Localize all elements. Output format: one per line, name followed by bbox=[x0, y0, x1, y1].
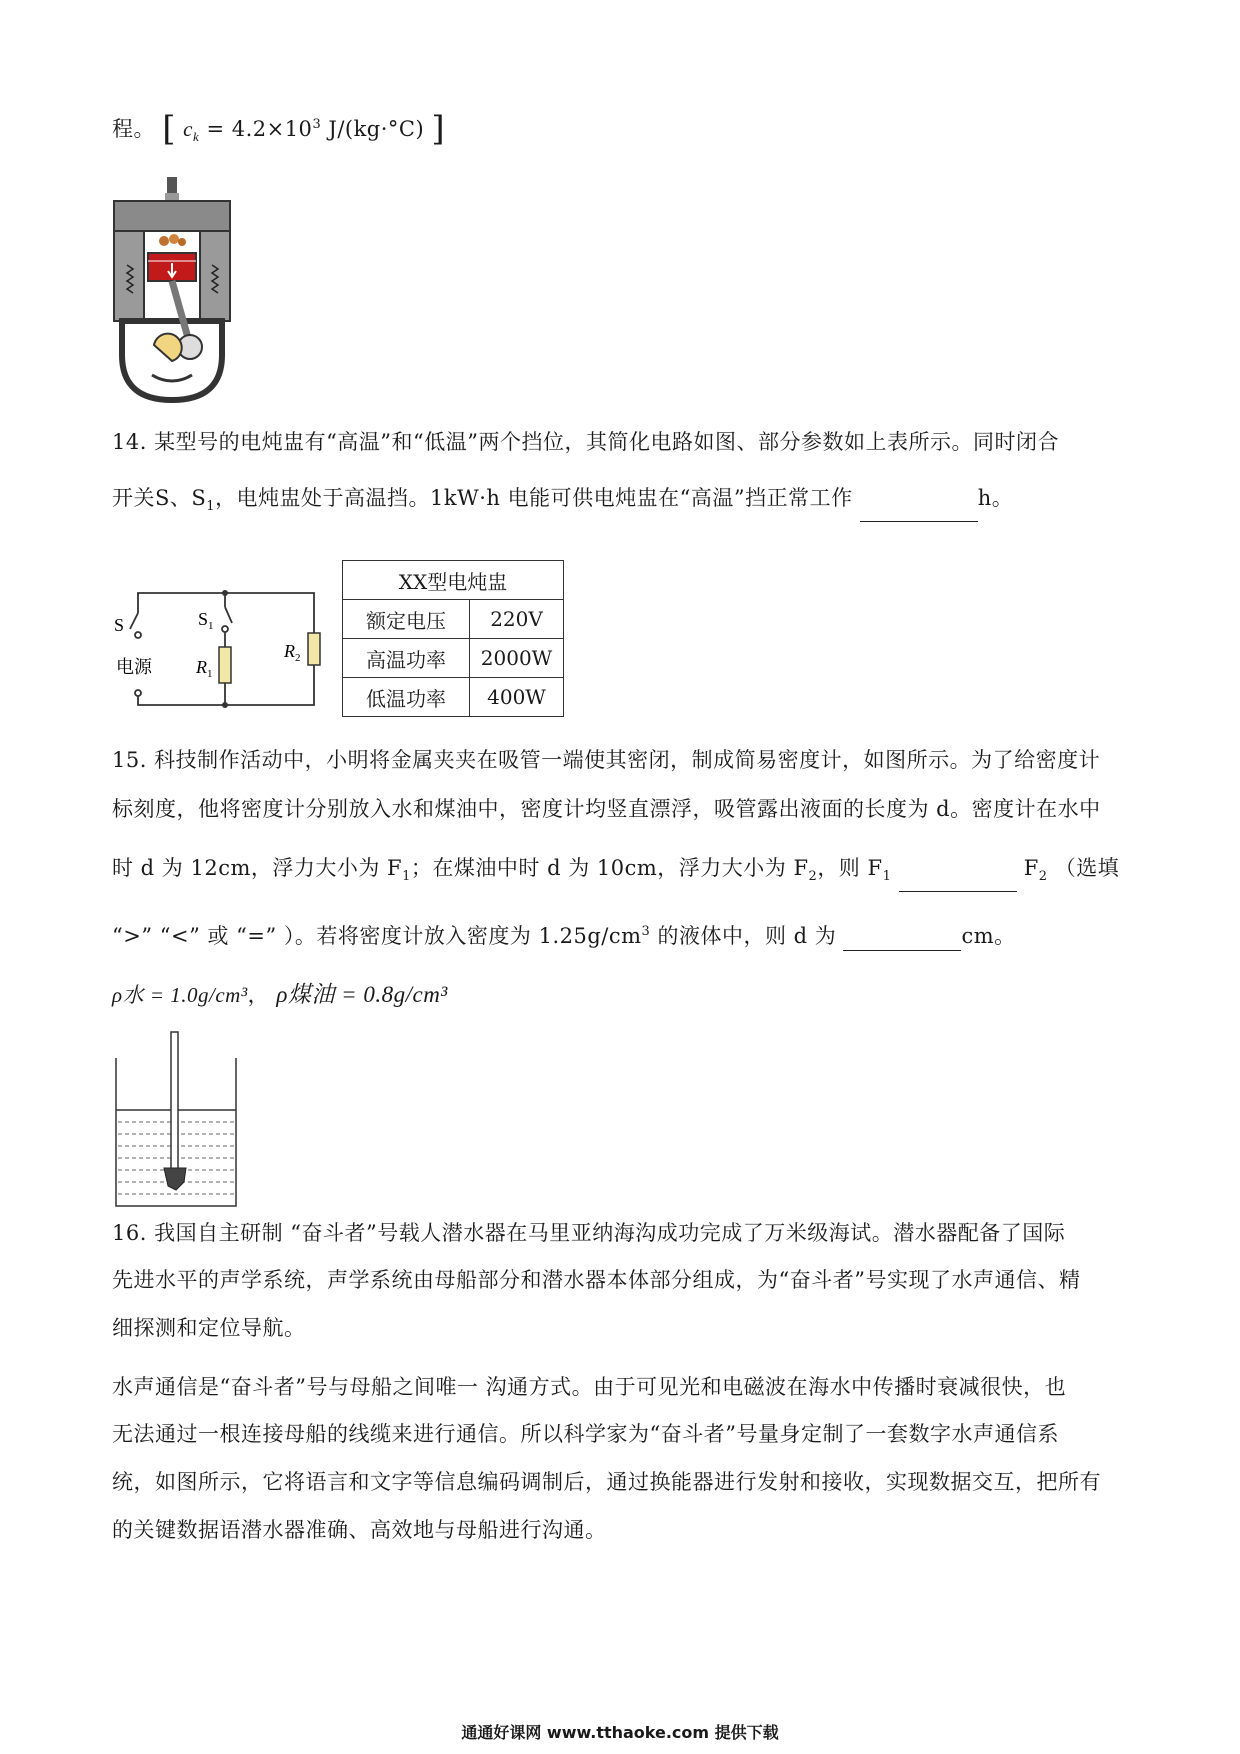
power-terminal bbox=[135, 690, 141, 696]
q13-prefix: 程。 bbox=[112, 117, 155, 141]
q15-line4 bbox=[112, 917, 1016, 951]
circuit-diagram bbox=[112, 585, 332, 710]
engine-diagram bbox=[112, 175, 232, 405]
spec-label: 额定电压 bbox=[343, 600, 470, 639]
bracket-left: [ bbox=[162, 109, 176, 149]
cylinder-wall-right bbox=[200, 231, 230, 321]
q15-sup: 3 bbox=[641, 924, 651, 939]
q15-sub: 2 bbox=[808, 869, 818, 885]
spec-table bbox=[342, 560, 564, 717]
label-r1: $R_1$ bbox=[196, 657, 213, 680]
cylinder-head bbox=[114, 201, 230, 231]
flame bbox=[169, 234, 179, 244]
resistor-r1 bbox=[219, 647, 231, 683]
straw bbox=[171, 1032, 178, 1170]
q15-depth-blank[interactable] bbox=[843, 926, 961, 951]
formula-unit: J/(kg·°C) bbox=[321, 117, 425, 141]
q14-line2 bbox=[112, 483, 1013, 522]
q16-line6: 统，如图所示，它将语言和文字等信息编码调制后，通过换能器进行发射和接收，实现数据交互，把所有 bbox=[112, 1470, 1101, 1494]
spec-label: 低温功率 bbox=[343, 678, 470, 717]
q15-text: “>” “<” 或 “=” ）。若将密度计放入密度为 1.25g/cm bbox=[112, 924, 642, 948]
q15-compare-blank[interactable] bbox=[899, 867, 1017, 892]
spark-plug bbox=[167, 177, 177, 195]
q15-sub: 2 bbox=[1038, 869, 1048, 885]
label-power: 电源 bbox=[116, 657, 152, 678]
spec-value: 400W bbox=[470, 678, 564, 717]
resistor-r2 bbox=[308, 633, 320, 665]
q15-text: 时 d 为 12cm，浮力大小为 F bbox=[112, 856, 403, 880]
switch-s-blade bbox=[130, 613, 138, 629]
q15-line1: 15. 科技制作活动中，小明将金属夹夹在吸管一端使其密闭，制成简易密度计，如图所示。为了给密度计 bbox=[112, 748, 1101, 772]
densimeter-diagram bbox=[112, 1030, 242, 1210]
q15-text: F bbox=[1023, 856, 1039, 880]
junction-dot bbox=[222, 590, 228, 596]
page-footer[interactable]: 通通好课网 www.tthaoke.com 提供下载 bbox=[461, 1723, 779, 1742]
formula-exponent: 3 bbox=[312, 117, 322, 132]
label-r2: $R_2$ bbox=[284, 641, 301, 664]
q16-line4: 水声通信是“奋斗者”号与母船之间唯一 沟通方式。由于可见光和电磁波在海水中传播时衰减很快，也 bbox=[112, 1375, 1067, 1399]
spec-value: 220V bbox=[470, 600, 564, 639]
table-row bbox=[343, 678, 564, 717]
switch-s-contact bbox=[135, 632, 141, 638]
q16-line2: 先进水平的声学系统，声学系统由母船部分和潜水器本体部分组成，为“奋斗者”号实现了水声通信、精 bbox=[112, 1268, 1081, 1292]
q14-sub: 1 bbox=[206, 499, 216, 515]
density-kerosene: ρ煤油 = 0.8g/cm³ bbox=[276, 982, 448, 1007]
q16-line1: 16. 我国自主研制 “奋斗者”号载人潜水器在马里亚纳海沟成功完成了万米级海试。潜水器配备了国际 bbox=[112, 1221, 1066, 1245]
q16-line3: 细探测和定位导航。 bbox=[112, 1316, 306, 1340]
q15-unit: cm。 bbox=[961, 924, 1016, 948]
q14-answer-blank[interactable] bbox=[860, 497, 978, 522]
q14-line1: 14. 某型号的电炖盅有“高温”和“低温”两个挡位，其简化电路如图、部分参数如上表所示。同时闭合 bbox=[112, 430, 1060, 454]
table-row bbox=[343, 639, 564, 678]
bracket-right: ] bbox=[431, 109, 446, 149]
q15-sub: 1 bbox=[882, 869, 892, 885]
flame bbox=[159, 236, 169, 246]
table-row bbox=[343, 600, 564, 639]
q14-unit: h。 bbox=[977, 486, 1014, 510]
formula-value: = 4.2×10 bbox=[206, 117, 313, 141]
switch-s1-blade bbox=[225, 607, 232, 623]
spec-label: 高温功率 bbox=[343, 639, 470, 678]
metal-clip bbox=[164, 1168, 186, 1190]
q15-densities: ρ水 = 1.0g/cm³， ρ煤油 = 0.8g/cm³ bbox=[112, 982, 448, 1007]
spec-value: 2000W bbox=[470, 639, 564, 678]
q14-text: ，电炖盅处于高温挡。1kW·h 电能可供电炖盅在“高温”挡正常工作 bbox=[215, 486, 853, 510]
spec-table-title: XX型电炖盅 bbox=[343, 561, 564, 600]
density-water: ρ水 = 1.0g/cm³ bbox=[112, 983, 248, 1007]
label-s: S bbox=[114, 615, 125, 635]
flame bbox=[178, 238, 186, 246]
q15-text: （选填 bbox=[1054, 856, 1120, 880]
q16-line5: 无法通过一根连接母船的线缆来进行通信。所以科学家为“奋斗者”号量身定制了一套数字水声通信系 bbox=[112, 1422, 1059, 1446]
q14-text: 开关S、S bbox=[112, 486, 207, 510]
spark-plug-base bbox=[165, 193, 179, 201]
q13-formula-line bbox=[112, 110, 445, 152]
q15-text: ；在煤油中时 d 为 10cm，浮力大小为 F bbox=[410, 856, 809, 880]
q15-text: 的液体中，则 d 为 bbox=[650, 924, 837, 948]
cylinder-wall-left bbox=[114, 231, 144, 321]
switch-s1-contact bbox=[222, 626, 228, 632]
q15-line2: 标刻度，他将密度计分别放入水和煤油中，密度计均竖直漂浮，吸管露出液面的长度为 d。密度计在水中 bbox=[112, 797, 1101, 821]
q15-sub: 1 bbox=[402, 869, 411, 885]
junction-dot bbox=[222, 702, 228, 708]
q16-line7: 的关键数据语潜水器准确、高效地与母船进行沟通。 bbox=[112, 1518, 607, 1542]
formula-c: $c_k$ bbox=[183, 117, 200, 145]
q15-text: ，则 F bbox=[817, 856, 883, 880]
label-s1: $S_1$ bbox=[198, 609, 214, 632]
q15-line3 bbox=[112, 853, 1119, 892]
